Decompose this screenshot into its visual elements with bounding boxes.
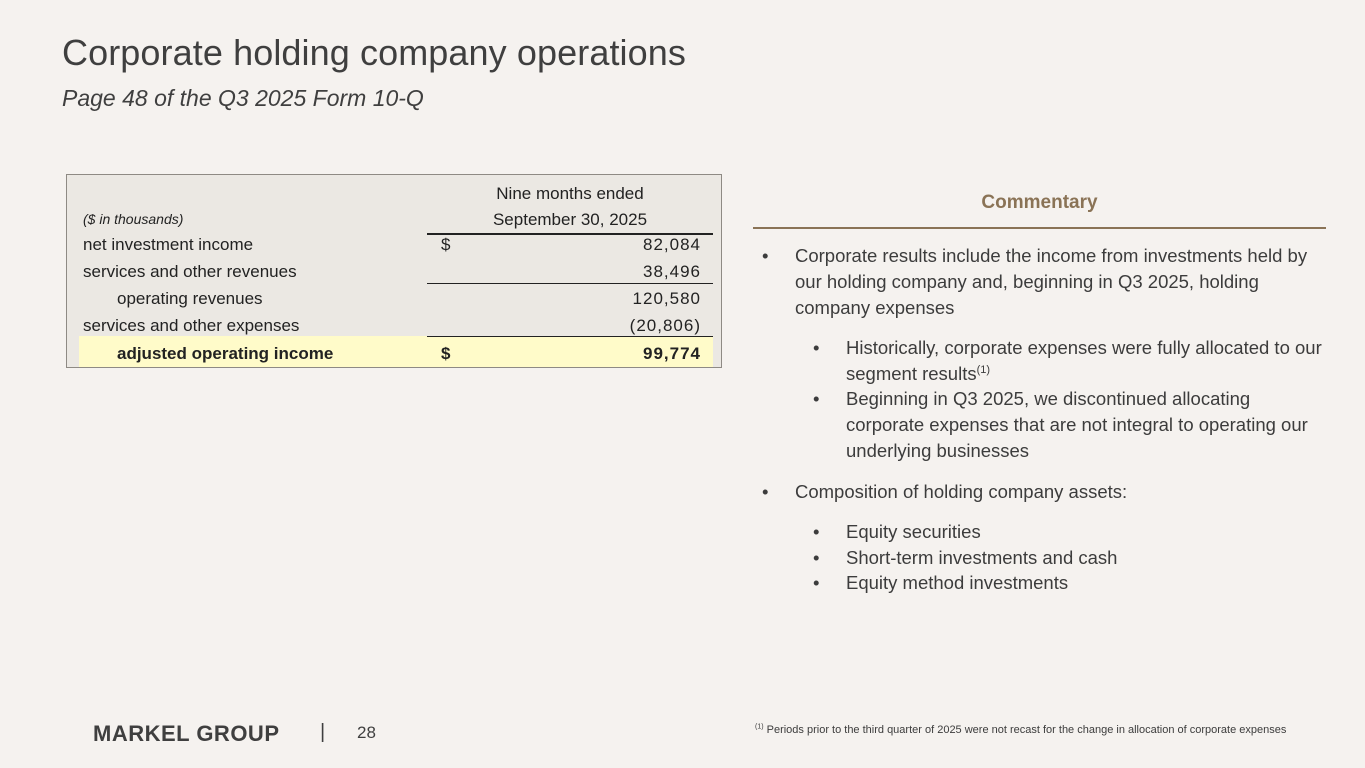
row-value: (20,806) bbox=[629, 316, 701, 335]
bullet-text: Equity method investments bbox=[846, 572, 1069, 593]
footnote-marker: (1) bbox=[755, 723, 764, 731]
subtotal-rule bbox=[427, 283, 713, 284]
column-header-line2: September 30, 2025 bbox=[492, 210, 648, 229]
row-currency: $ bbox=[441, 344, 451, 363]
bullet-text: Short-term investments and cash bbox=[846, 547, 1118, 568]
total-rule bbox=[427, 336, 713, 337]
commentary-divider bbox=[753, 227, 1326, 229]
row-value: 82,084 bbox=[643, 235, 701, 254]
row-currency: $ bbox=[441, 235, 451, 254]
row-value: 120,580 bbox=[632, 289, 701, 308]
table-row bbox=[67, 258, 723, 285]
bullet-icon: • bbox=[813, 521, 820, 542]
bullet-icon: • bbox=[762, 481, 769, 502]
column-header-line1: Nine months ended bbox=[496, 184, 644, 203]
bullet-text: Corporate results include the income from investments held by our holding company and, beginning in Q3 2025, holding company expenses bbox=[795, 245, 1308, 318]
table-row bbox=[67, 312, 723, 339]
footnote-ref: (1) bbox=[976, 363, 991, 376]
company-logo: MARKEL GROUP bbox=[93, 721, 280, 746]
column-header bbox=[427, 181, 713, 235]
table-row bbox=[67, 231, 723, 258]
row-label: services and other expenses bbox=[83, 316, 300, 335]
footnote bbox=[755, 724, 1286, 736]
bullet-icon: • bbox=[813, 547, 820, 568]
bullet-icon: • bbox=[813, 388, 820, 409]
page-subtitle: Page 48 of the Q3 2025 Form 10-Q bbox=[62, 85, 424, 111]
bullet-text: Equity securities bbox=[846, 521, 981, 542]
row-value: 38,496 bbox=[643, 262, 701, 281]
row-label: adjusted operating income bbox=[117, 344, 334, 363]
bullet-icon: • bbox=[813, 572, 820, 593]
total-row bbox=[67, 340, 723, 367]
commentary-heading: Commentary bbox=[981, 192, 1098, 213]
row-label: net investment income bbox=[83, 235, 254, 254]
row-value: 99,774 bbox=[643, 344, 701, 363]
bullet-icon: • bbox=[813, 337, 820, 358]
units-label: ($ in thousands) bbox=[83, 211, 184, 227]
footnote-text: Periods prior to the third quarter of 2025 were not recast for the change in allocation of corporate expenses bbox=[763, 724, 1287, 736]
row-label: operating revenues bbox=[117, 289, 263, 308]
footer-separator: | bbox=[320, 721, 326, 743]
bullet-text: Beginning in Q3 2025, we discontinued allocating corporate expenses that are not integral to operating our underlying businesses bbox=[846, 388, 1308, 461]
financial-table bbox=[66, 174, 722, 368]
bullet-icon: • bbox=[762, 245, 769, 266]
row-label: services and other revenues bbox=[83, 262, 297, 281]
bullet-text: Composition of holding company assets: bbox=[795, 481, 1128, 502]
bullet-text: Historically, corporate expenses were fully allocated to our segment results$^{(1)}$ bbox=[846, 337, 1322, 384]
table-row bbox=[67, 285, 723, 312]
page-number: 28 bbox=[357, 723, 376, 742]
page-title: Corporate holding company operations bbox=[62, 32, 686, 73]
